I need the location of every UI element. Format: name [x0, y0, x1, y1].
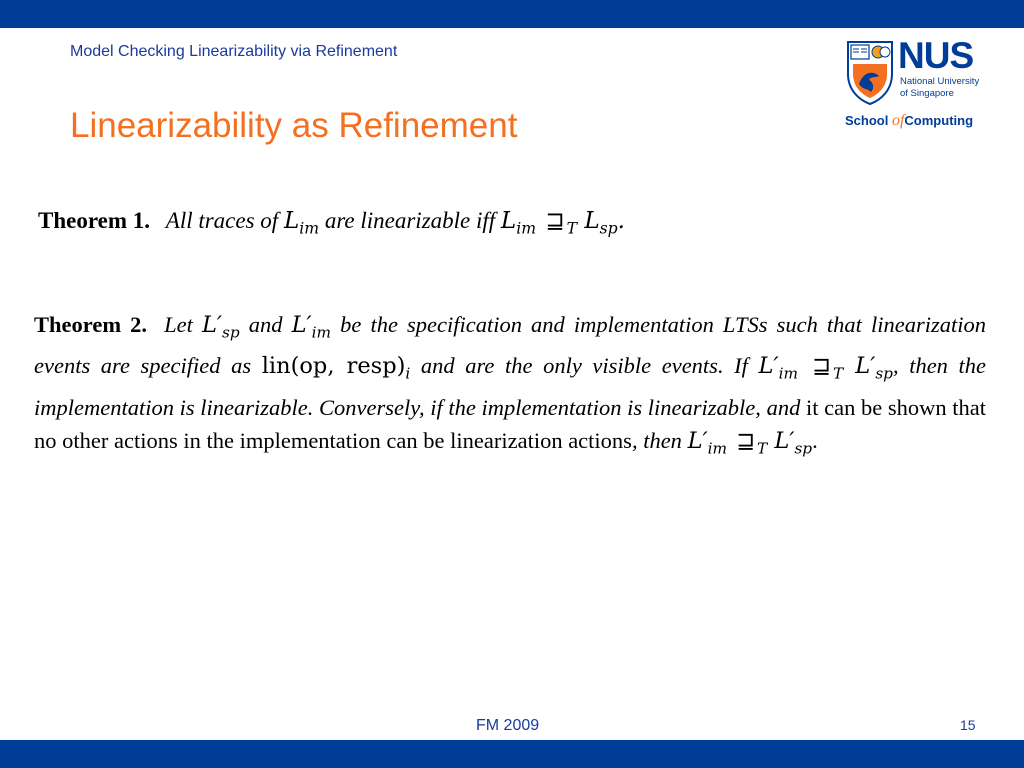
theorem-2-label: Theorem 2.	[34, 312, 148, 337]
theorem-1-text-a: All traces of	[165, 208, 279, 233]
bottom-bar	[0, 740, 1024, 768]
theorem-2-let: Let	[164, 312, 193, 337]
nus-crest-icon	[845, 40, 895, 106]
theorem-2-period: .	[812, 427, 818, 453]
theorem-2	[34, 308, 986, 465]
theorem-2-visible-text: and are the only visible events. If	[420, 353, 748, 379]
nus-logo	[838, 36, 998, 136]
theorem-1-l-im: $L_{im}$	[283, 208, 320, 238]
theorem-2-then: , then	[631, 427, 682, 453]
of-word: of	[891, 112, 905, 129]
math-lin-op-resp: lin(op, $resp)_i$	[261, 353, 411, 383]
nus-wordmark: NUS	[898, 35, 974, 76]
school-word: School	[845, 113, 889, 128]
presentation-title: Model Checking Linearizability via Refinement	[70, 43, 398, 60]
math-l-prime-sp: $L'_{sp}$	[201, 312, 240, 342]
theorem-1-text-b: are linearizable iff	[324, 208, 496, 233]
math-refinement-2: $L'_{im}$ ⊒ $_T$ $L'_{sp}$	[687, 427, 813, 458]
theorem-2-conversely-text: , then the implementation is linearizable. Conversely, if the implementation is linearizable, and	[34, 353, 987, 420]
theorem-1-refinement: $L_{im}$ ⊒ $_T$ $L_{sp}$.	[500, 208, 625, 238]
theorem-1	[38, 208, 625, 237]
page-number: 15	[960, 717, 976, 733]
footer-conference: FM 2009	[476, 717, 540, 734]
nus-subtitle	[900, 76, 979, 100]
theorem-2-spec-text: be the specification and implementation LTSs such that linearization events are specified as	[34, 312, 986, 379]
nus-subtitle-line1: National University	[900, 76, 980, 87]
nus-subtitle-line2: of Singapore	[900, 88, 954, 99]
math-refinement-1: $L'_{im}$ ⊒ $_T$ $L'_{sp}$	[758, 353, 893, 383]
theorem-2-and: and	[248, 312, 283, 337]
theorem-2-upright-text: it can be shown that no other actions in the implementation can be linearization actions	[34, 394, 987, 453]
slide-title: Linearizability as Refinement	[70, 106, 518, 145]
math-l-prime-im: $L'_{im}$	[291, 312, 332, 342]
school-of-computing	[845, 112, 973, 130]
theorem-1-label: Theorem 1.	[38, 208, 151, 233]
top-bar	[0, 0, 1024, 28]
computing-word: Computing	[904, 113, 974, 128]
